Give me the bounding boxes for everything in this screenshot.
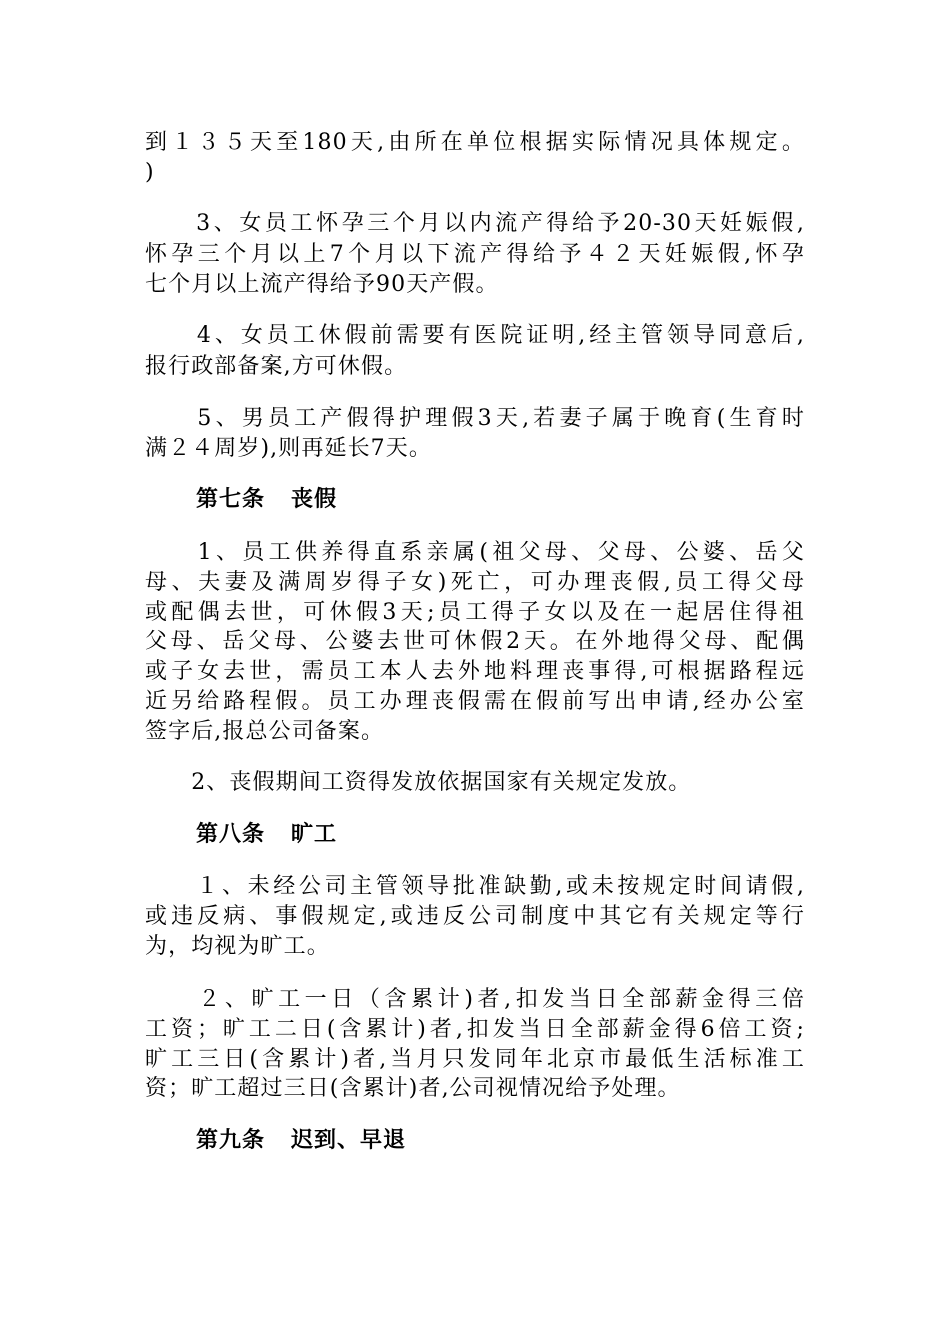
text-line: 七个月以上流产得给予90天产假。	[145, 272, 499, 297]
section-title: 旷工	[291, 822, 338, 847]
text-line: ２、旷工一日（含累计)者,扣发当日全部薪金得三倍	[145, 987, 805, 1012]
section-number: 第七条	[196, 487, 266, 512]
text-line: 1、员工供养得直系亲属(祖父母、父母、公婆、岳父	[145, 540, 805, 565]
text-line: 或违反病、事假规定,或违反公司制度中其它有关规定等行	[145, 904, 805, 929]
text-line: 工资；旷工二日(含累计)者,扣发当日全部薪金得6倍工资;	[145, 1017, 805, 1042]
text-line: 母、夫妻及满周岁得子女)死亡，可办理丧假,员工得父母	[145, 570, 805, 595]
text-line: 或子女去世，需员工本人去外地料理丧事得,可根据路程远	[145, 659, 805, 684]
section-title: 丧假	[291, 487, 338, 512]
text-line: 3、女员工怀孕三个月以内流产得给予20-30天妊娠假,	[145, 211, 805, 236]
text-line: 近另给路程假。员工办理丧假需在假前写出申请,经办公室	[145, 689, 805, 714]
section-number: 第八条	[196, 822, 266, 847]
text-line: 怀孕三个月以上7个月以下流产得给予４２天妊娠假,怀孕	[145, 242, 805, 267]
text-line: 到１３５天至180天,由所在单位根据实际情况具体规定。	[145, 130, 805, 155]
text-line: 满２４周岁),则再延长7天。	[145, 436, 432, 461]
section-number: 第九条	[196, 1128, 266, 1153]
text-line: 签字后,报总公司备案。	[145, 719, 385, 744]
text-line: 为，均视为旷工。	[145, 934, 330, 959]
text-line: １、未经公司主管领导批准缺勤,或未按规定时间请假,	[145, 874, 805, 899]
text-line: 5、男员工产假得护理假3天,若妻子属于晚育(生育时	[145, 406, 805, 431]
text-line: 2、丧假期间工资得发放依据国家有关规定发放。	[145, 770, 692, 795]
text-line: 资；旷工超过三日(含累计)者,公司视情况给予处理。	[145, 1076, 681, 1101]
section-heading-8	[196, 822, 337, 848]
text-line: 4、女员工休假前需要有医院证明,经主管领导同意后,	[145, 323, 805, 348]
text-line: 或配偶去世，可休假3天;员工得子女以及在一起居住得祖	[145, 600, 805, 625]
text-line: 旷工三日(含累计)者,当月只发同年北京市最低生活标准工	[145, 1047, 805, 1072]
section-heading-7	[196, 487, 337, 513]
text-line: 父母、岳父母、公婆去世可休假2天。在外地得父母、配偶	[145, 629, 805, 654]
text-line: )	[145, 160, 155, 185]
section-title: 迟到、早退	[291, 1128, 407, 1153]
text-line: 报行政部备案,方可休假。	[145, 354, 408, 379]
section-heading-9	[196, 1128, 406, 1154]
